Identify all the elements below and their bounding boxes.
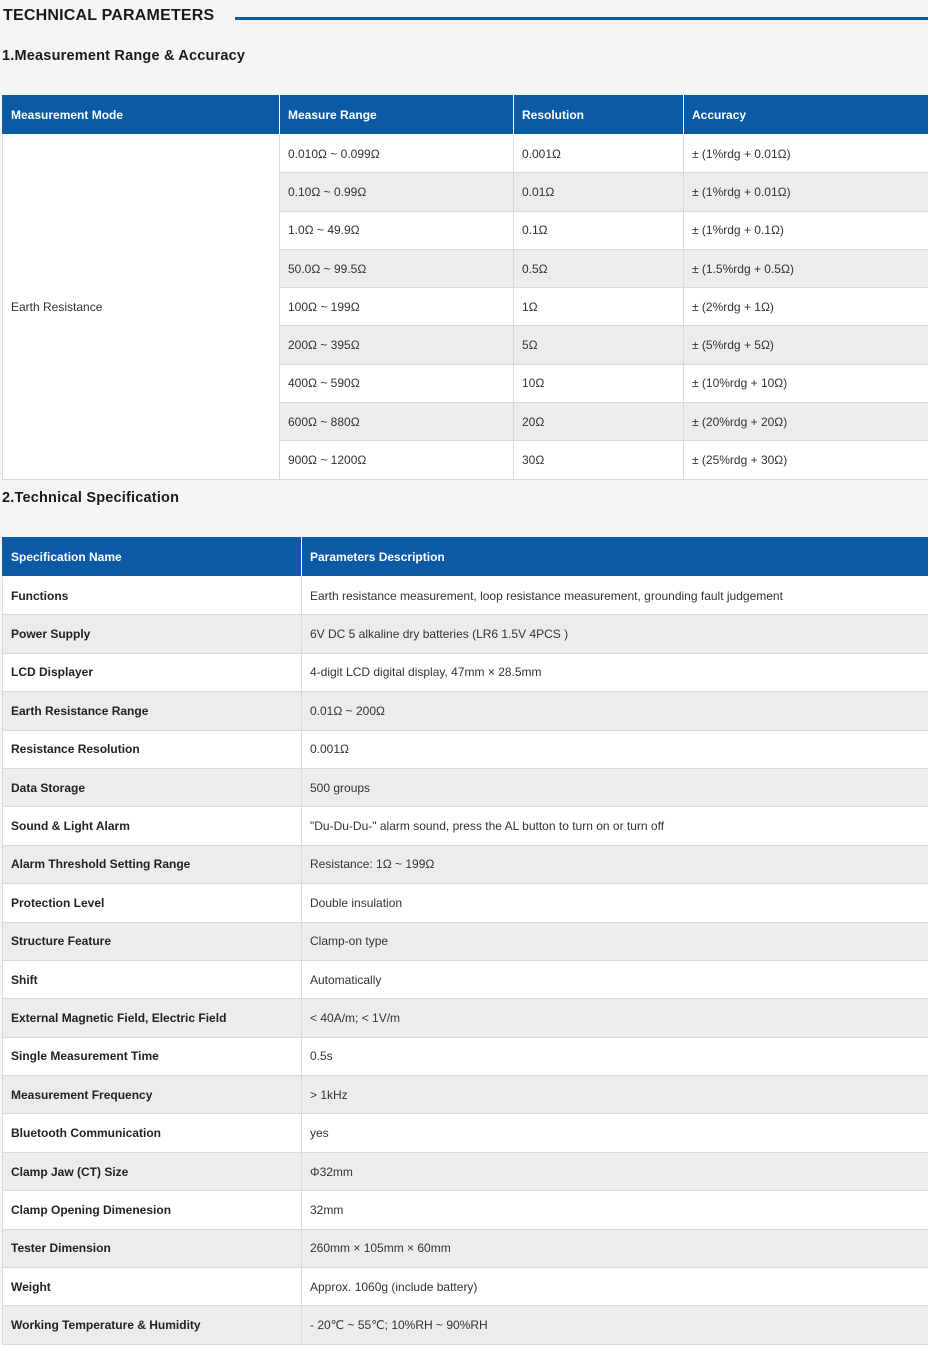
spec-value-cell: - 20℃ ~ 55℃; 10%RH ~ 90%RH — [302, 1306, 928, 1344]
measure-range-cell: 0.10Ω ~ 0.99Ω — [280, 173, 514, 211]
table-row — [3, 1268, 928, 1306]
spec-name-cell: Power Supply — [3, 615, 302, 653]
accuracy-cell: ± (1%rdg + 0.01Ω) — [684, 173, 928, 211]
spec-name-cell: LCD Displayer — [3, 653, 302, 691]
spec-name-cell: Shift — [3, 960, 302, 998]
resolution-cell: 20Ω — [514, 403, 684, 441]
resolution-cell: 0.001Ω — [514, 135, 684, 173]
spec-name-cell: Alarm Threshold Setting Range — [3, 845, 302, 883]
measure-range-cell: 50.0Ω ~ 99.5Ω — [280, 249, 514, 287]
resolution-cell: 1Ω — [514, 288, 684, 326]
spec-value-cell: < 40A/m; < 1V/m — [302, 999, 928, 1037]
accuracy-cell: ± (10%rdg + 10Ω) — [684, 364, 928, 402]
measure-range-cell: 1.0Ω ~ 49.9Ω — [280, 211, 514, 249]
resolution-cell: 0.1Ω — [514, 211, 684, 249]
spec-name-cell: Protection Level — [3, 884, 302, 922]
spec-value-cell: Double insulation — [302, 884, 928, 922]
spec-name-cell: Resistance Resolution — [3, 730, 302, 768]
table-row — [3, 999, 928, 1037]
measure-range-cell: 100Ω ~ 199Ω — [280, 288, 514, 326]
spec-name-cell: Weight — [3, 1268, 302, 1306]
table-row — [3, 615, 928, 653]
spec-value-cell: 6V DC 5 alkaline dry batteries (LR6 1.5V 4PCS ) — [302, 615, 928, 653]
accuracy-cell: ± (1%rdg + 0.1Ω) — [684, 211, 928, 249]
spec-value-cell: Automatically — [302, 960, 928, 998]
spec-value-cell: 260mm × 105mm × 60mm — [302, 1229, 928, 1267]
resolution-cell: 10Ω — [514, 364, 684, 402]
spec-name-cell: Earth Resistance Range — [3, 692, 302, 730]
table-row — [3, 960, 928, 998]
spec-name-cell: Clamp Opening Dimenesion — [3, 1191, 302, 1229]
table-row — [3, 768, 928, 806]
accuracy-cell: ± (2%rdg + 1Ω) — [684, 288, 928, 326]
spec-name-cell: Functions — [3, 577, 302, 615]
measure-range-cell: 0.010Ω ~ 0.099Ω — [280, 135, 514, 173]
table-row — [3, 1191, 928, 1229]
accuracy-cell: ± (25%rdg + 30Ω) — [684, 441, 928, 479]
table-row — [3, 653, 928, 691]
spec-value-cell: 4-digit LCD digital display, 47mm × 28.5mm — [302, 653, 928, 691]
table-row — [3, 884, 928, 922]
table-row — [3, 1076, 928, 1114]
table-row — [3, 730, 928, 768]
page-title: TECHNICAL PARAMETERS — [3, 7, 214, 25]
spec-name-cell: Working Temperature & Humidity — [3, 1306, 302, 1344]
table-row — [3, 1037, 928, 1075]
column-header: Specification Name — [3, 537, 302, 577]
table-row — [3, 1114, 928, 1152]
table-row — [3, 845, 928, 883]
spec-name-cell: Sound & Light Alarm — [3, 807, 302, 845]
section-heading-technical-spec: 2.Technical Specification — [2, 490, 179, 506]
table-row — [3, 807, 928, 845]
measure-range-cell: 900Ω ~ 1200Ω — [280, 441, 514, 479]
spec-value-cell: "Du-Du-Du-" alarm sound, press the AL button to turn on or turn off — [302, 807, 928, 845]
measure-range-cell: 200Ω ~ 395Ω — [280, 326, 514, 364]
resolution-cell: 5Ω — [514, 326, 684, 364]
table-row — [3, 1306, 928, 1344]
spec-value-cell: > 1kHz — [302, 1076, 928, 1114]
measurement-mode-cell: Earth Resistance — [3, 135, 280, 480]
resolution-cell: 0.5Ω — [514, 249, 684, 287]
technical-spec-table — [2, 537, 928, 1345]
accuracy-cell: ± (1.5%rdg + 0.5Ω) — [684, 249, 928, 287]
table-row — [3, 135, 928, 173]
spec-name-cell: Tester Dimension — [3, 1229, 302, 1267]
accuracy-cell: ± (5%rdg + 5Ω) — [684, 326, 928, 364]
table-header-row — [3, 95, 928, 135]
column-header: Accuracy — [684, 95, 928, 135]
spec-name-cell: Bluetooth Communication — [3, 1114, 302, 1152]
resolution-cell: 0.01Ω — [514, 173, 684, 211]
spec-value-cell: 0.5s — [302, 1037, 928, 1075]
measure-range-cell: 600Ω ~ 880Ω — [280, 403, 514, 441]
spec-name-cell: External Magnetic Field, Electric Field — [3, 999, 302, 1037]
table-row — [3, 1152, 928, 1190]
column-header: Parameters Description — [302, 537, 928, 577]
column-header: Resolution — [514, 95, 684, 135]
column-header: Measure Range — [280, 95, 514, 135]
spec-value-cell: Earth resistance measurement, loop resistance measurement, grounding fault judgement — [302, 577, 928, 615]
spec-value-cell: yes — [302, 1114, 928, 1152]
spec-name-cell: Structure Feature — [3, 922, 302, 960]
spec-value-cell: Clamp-on type — [302, 922, 928, 960]
spec-value-cell: Resistance: 1Ω ~ 199Ω — [302, 845, 928, 883]
section-heading-range-accuracy: 1.Measurement Range & Accuracy — [2, 48, 245, 64]
title-divider — [235, 17, 928, 20]
spec-name-cell: Single Measurement Time — [3, 1037, 302, 1075]
table-header-row — [3, 537, 928, 577]
resolution-cell: 30Ω — [514, 441, 684, 479]
spec-value-cell: Approx. 1060g (include battery) — [302, 1268, 928, 1306]
spec-name-cell: Measurement Frequency — [3, 1076, 302, 1114]
table-row — [3, 692, 928, 730]
table-row — [3, 577, 928, 615]
column-header: Measurement Mode — [3, 95, 280, 135]
table-row — [3, 922, 928, 960]
table-row — [3, 1229, 928, 1267]
accuracy-cell: ± (1%rdg + 0.01Ω) — [684, 135, 928, 173]
spec-value-cell: 500 groups — [302, 768, 928, 806]
spec-value-cell: 32mm — [302, 1191, 928, 1229]
accuracy-cell: ± (20%rdg + 20Ω) — [684, 403, 928, 441]
page-title-row — [0, 0, 928, 34]
spec-name-cell: Clamp Jaw (CT) Size — [3, 1152, 302, 1190]
spec-name-cell: Data Storage — [3, 768, 302, 806]
range-accuracy-table — [2, 95, 928, 480]
spec-value-cell: 0.001Ω — [302, 730, 928, 768]
spec-value-cell: 0.01Ω ~ 200Ω — [302, 692, 928, 730]
spec-value-cell: Φ32mm — [302, 1152, 928, 1190]
measure-range-cell: 400Ω ~ 590Ω — [280, 364, 514, 402]
